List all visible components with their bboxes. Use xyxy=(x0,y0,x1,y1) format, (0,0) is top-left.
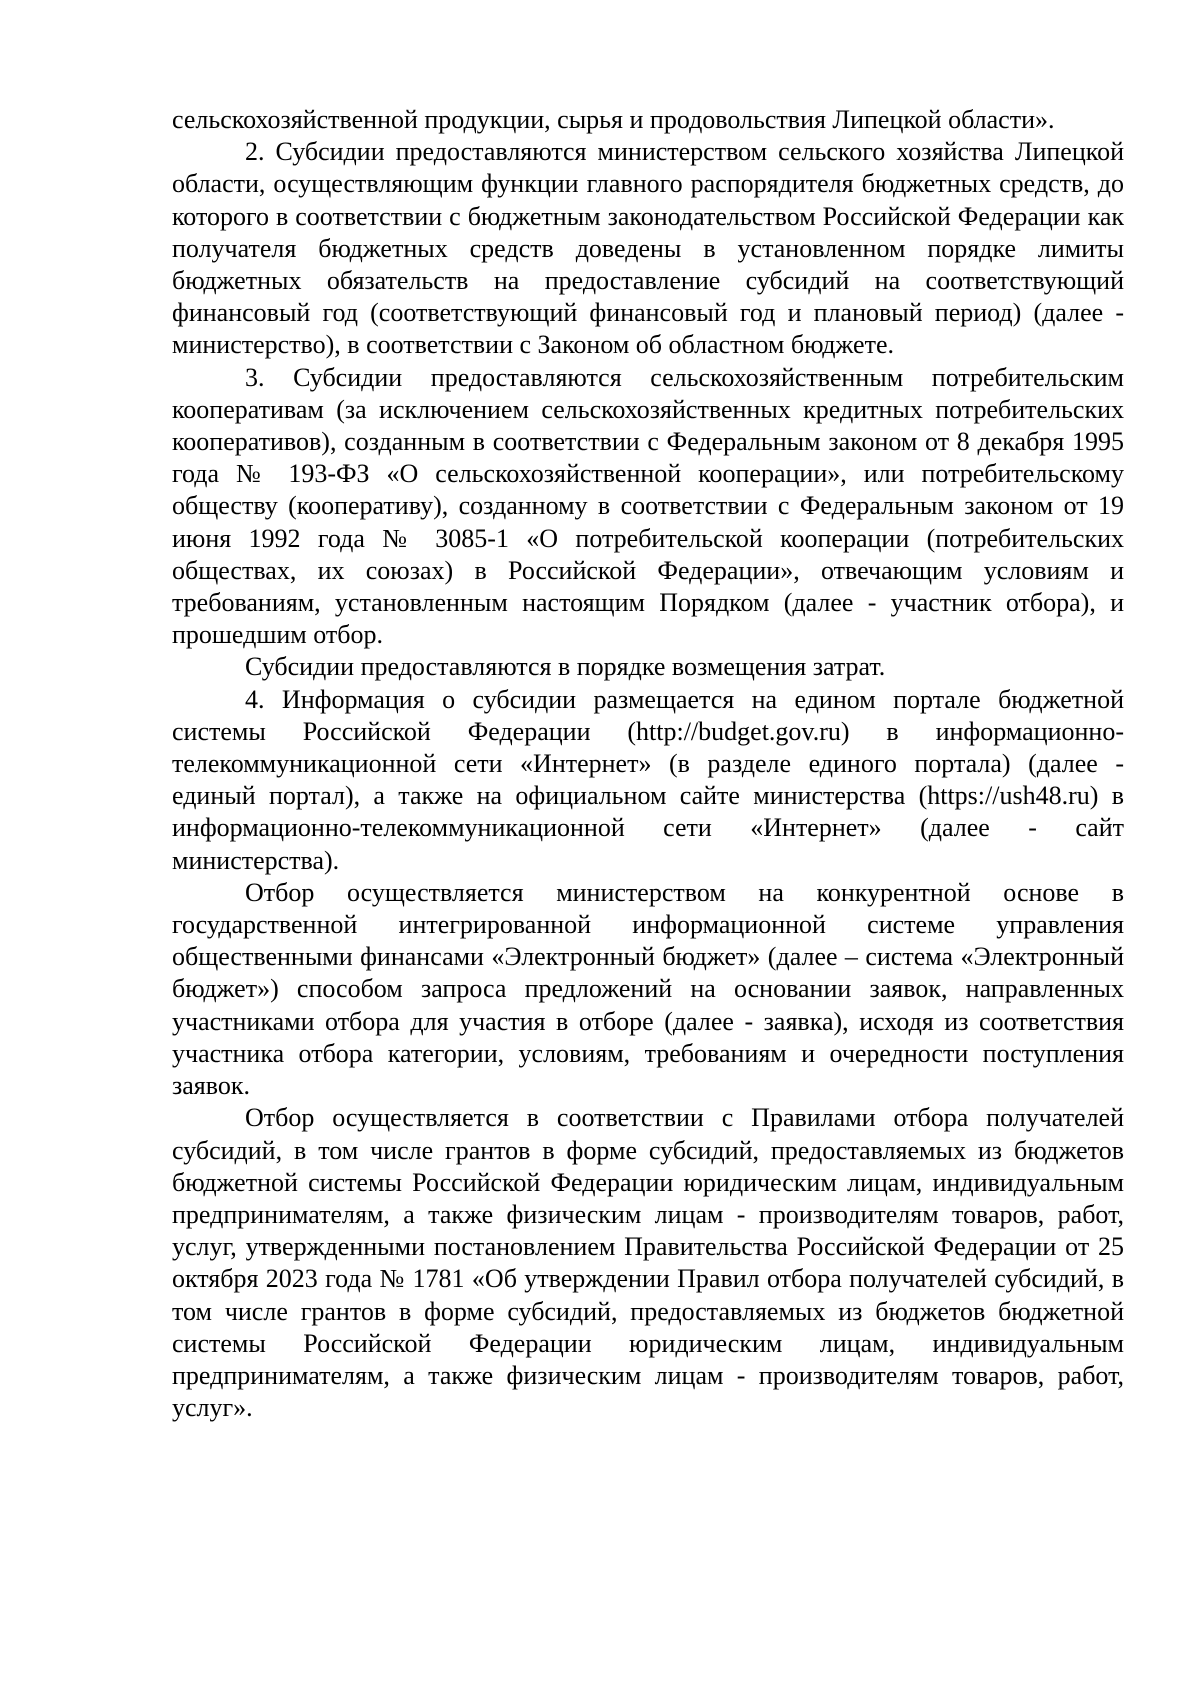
paragraph-selection-rules: Отбор осуществляется в соответствии с Правилами отбора получателей субсидий, в том числе грантов в форме субсидий, предоставляемых из бюджетов бюджетной системы Российской Федерации юридическим лицам, индивидуальным предпринимателям, а также физическим лицам - производителям товаров, работ, услуг, утвержденными постановлением Правительства Российской Федерации от 25 октября 2023 года № 1781 «Об утверждении Правил отбора получателей субсидий, в том числе грантов в форме субсидий, предоставляемых из бюджетов бюджетной системы Российской Федерации юридическим лицам, индивидуальным предпринимателям, а также физическим лицам - производителям товаров, работ, услуг». xyxy=(172,1103,1124,1423)
paragraph-item-4: 4. Информация о субсидии размещается на едином портале бюджетной системы Российской Федерации (http://budget.gov.ru) в информационно-телекоммуникационной сети «Интернет» (в разделе единого портала) (далее - единый портал), а также на официальном сайте министерства (https://ush48.ru) в информационно-телекоммуникационной сети «Интернет» (далее - сайт министерства). xyxy=(172,684,1124,875)
paragraph-item-3: 3. Субсидии предоставляются сельскохозяйственным потребительским кооперативам (за исключением сельскохозяйственных кредитных потребительских кооперативов), созданным в соответствии с Федеральным законом от 8 декабря 1995 года № 193-ФЗ «О сельскохозяйственной кооперации», или потребительскому обществу (кооперативу), созданному в соответствии с Федеральным законом от 19 июня 1992 года № 3085-1 «О потребительской кооперации (потребительских обществах, их союзах) в Российской Федерации», отвечающим условиям и требованиям, установленным настоящим Порядком (далее - участник отбора), и прошедшим отбор. xyxy=(172,362,1124,650)
paragraph-item-2: 2. Субсидии предоставляются министерством сельского хозяйства Липецкой области, осуществляющим функции главного распорядителя бюджетных средств, до которого в соответствии с бюджетным законодательством Российской Федерации как получателя бюджетных средств доведены в установленном порядке лимиты бюджетных обязательств на предоставление субсидий на соответствующий финансовый год (соответствующий финансовый год и плановый период) (далее - министерство), в соответствии с Законом об областном бюджете. xyxy=(172,137,1124,360)
paragraph-continuation: сельскохозяйственной продукции, сырья и продовольствия Липецкой области». xyxy=(172,105,1055,134)
paragraph-reimbursement: Субсидии предоставляются в порядке возмещения затрат. xyxy=(245,652,886,682)
paragraph-selection-method: Отбор осуществляется министерством на конкурентной основе в государственной интегрированной информационной системе управления общественными финансами «Электронный бюджет» (далее – система «Электронный бюджет») способом запроса предложений на основании заявок, направленных участниками отбора для участия в отборе (далее - заявка), исходя из соответствия участника отбора категории, условиям, требованиям и очередности поступления заявок. xyxy=(172,877,1124,1101)
document-page xyxy=(172,104,1124,1424)
